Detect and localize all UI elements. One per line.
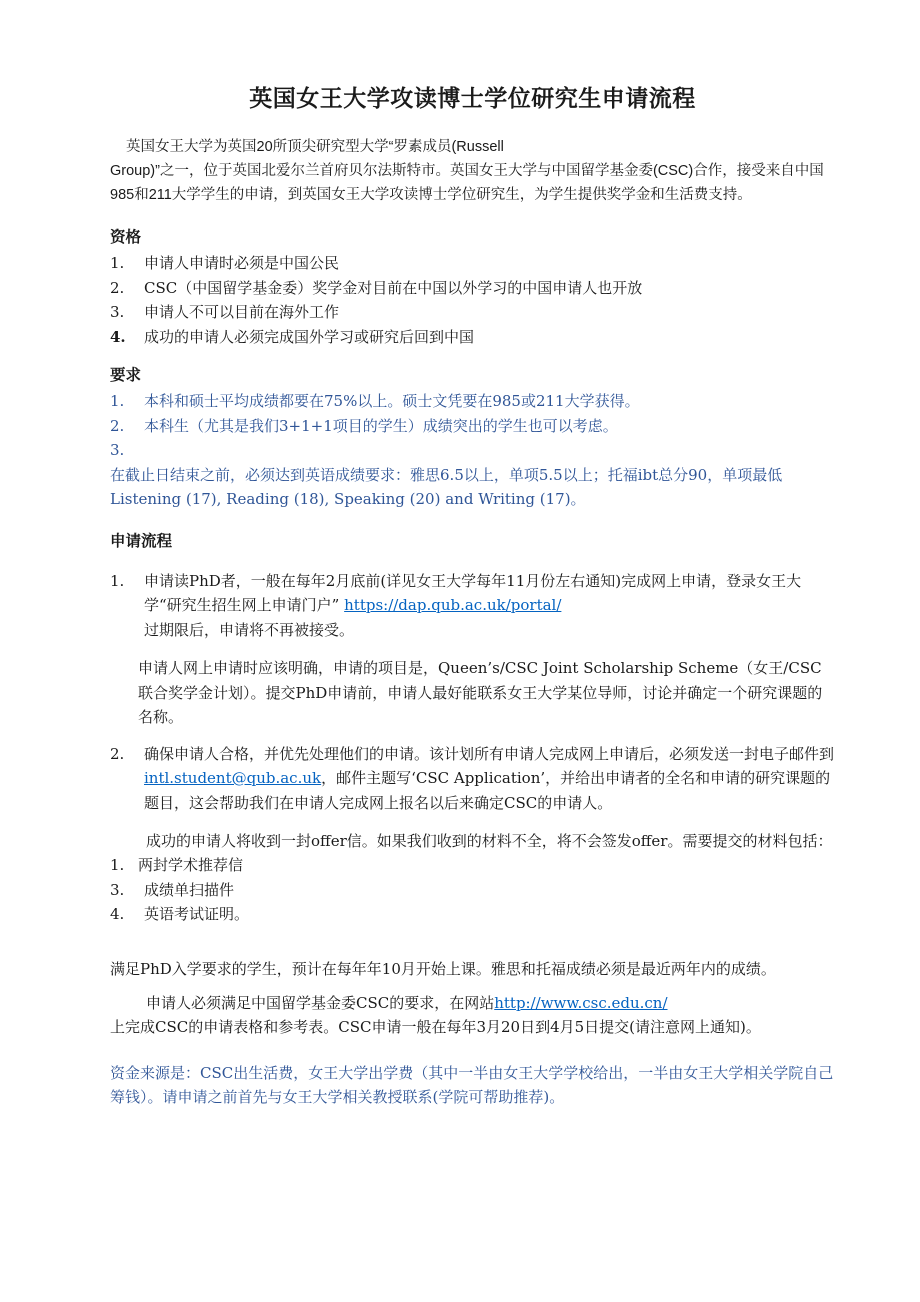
list-item: 4. 成功的申请人必须完成国外学习或研究后回到中国 bbox=[110, 327, 475, 346]
csc-text-continued: 上完成CSC的申请表格和参考表。CSC申请一般在每年3月20日到4月5日提交(请注意网上通知)。 bbox=[110, 1017, 761, 1036]
requirements-list bbox=[110, 389, 835, 511]
list-item: 2. 本科生（尤其是我们3+1+1项目的学生）成绩突出的学生也可以考虑。 bbox=[110, 416, 618, 435]
materials-list bbox=[110, 853, 835, 927]
list-item: 3. 申请人不可以目前在海外工作 bbox=[110, 303, 340, 321]
list-item: 1. 两封学术推荐信 bbox=[110, 856, 244, 874]
csc-text: 申请人必须满足中国留学基金委CSC的要求，在网站http://www.csc.edu.cn/ bbox=[146, 993, 668, 1012]
document-page bbox=[110, 80, 835, 1109]
requirements-heading: 要求 bbox=[110, 366, 142, 384]
email-link[interactable]: intl.student@qub.ac.uk bbox=[144, 769, 322, 787]
funding-text: 资金来源是：CSC出生活费，女王大学出学费（其中一半由女王大学学校给出，一半由女王大学相关学院自己筹钱）。请申请之前首先与女王大学相关教授联系(学院可帮助推荐)。 bbox=[110, 1063, 834, 1106]
list-item-number: 3. bbox=[110, 441, 125, 459]
english-requirement-text: 在截止日结束之前，必须达到英语成绩要求：雅思6.5以上，单项5.5以上；托福ibt总分90，单项最低Listening (17), Reading (18), Speaking (20) and Writing (17)。 bbox=[110, 465, 783, 508]
portal-link[interactable]: https://dap.qub.ac.uk/portal/ bbox=[344, 596, 562, 614]
process-step-1: 1. 申请读PhD者，一般在每年2月底前(详见女王大学每年11月份左右通知)完成网上申请，登录女王大学“研究生招生网上申请门户” https://dap.qub.ac.uk/portal/ 过期限后，申请将不再被接受。 bbox=[110, 571, 802, 639]
process-step-2: 2. 确保申请人合格，并优先处理他们的申请。该计划所有申请人完成网上申请后，必须发送一封电子邮件到intl.student@qub.ac.uk，邮件主题写‘CSC Application’，并给出申请者的全名和申请的研究课题的题目，这会帮助我们在申请人完成网上报名以后来确定CSC的申请人。 bbox=[110, 744, 835, 812]
intro-line-1: 英国女王大学为英国20所顶尖研究型大学“罗素成员(Russell bbox=[126, 139, 504, 155]
step-1-note: 申请人网上申请时应该明确，申请的项目是，Queen’s/CSC Joint Scholarship Scheme（女王/CSC联合奖学金计划）。提交PhD申请前，申请人最好能联系女王大学某位导师，讨论并确定一个研究课题的名称。 bbox=[138, 659, 823, 726]
eligibility-list bbox=[110, 251, 835, 349]
list-item: 1. 本科和硕士平均成绩都要在75%以上。硕士文凭要在985或211大学获得。 bbox=[110, 392, 640, 410]
process-heading: 申请流程 bbox=[110, 531, 173, 550]
eligibility-heading: 资格 bbox=[110, 228, 142, 246]
page-title: 英国女王大学攻读博士学位研究生申请流程 bbox=[249, 86, 696, 112]
start-date-text: 满足PhD入学要求的学生，预计在每年年10月开始上课。雅思和托福成绩必须是最近两年内的成绩。 bbox=[110, 959, 776, 978]
offer-text: 成功的申请人将收到一封offer信。如果我们收到的材料不全，将不会签发offer。需要提交的材料包括： bbox=[146, 832, 833, 850]
csc-link[interactable]: http://www.csc.edu.cn/ bbox=[494, 993, 668, 1012]
list-item: 2. CSC（中国留学基金委）奖学金对目前在中国以外学习的中国申请人也开放 bbox=[110, 278, 643, 297]
list-item: 1. 申请人申请时必须是中国公民 bbox=[110, 254, 340, 272]
intro-paragraph: Group)”之一，位于英国北爱尔兰首府贝尔法斯特市。英国女王大学与中国留学基金委(CSC)合作，接受来自中国985和211大学学生的申请，到英国女王大学攻读博士学位研究生，为学生提供奖学金和生活费支持。 bbox=[110, 163, 824, 203]
list-item: 3. 成绩单扫描件 bbox=[110, 880, 235, 899]
list-item: 4. 英语考试证明。 bbox=[110, 905, 250, 923]
